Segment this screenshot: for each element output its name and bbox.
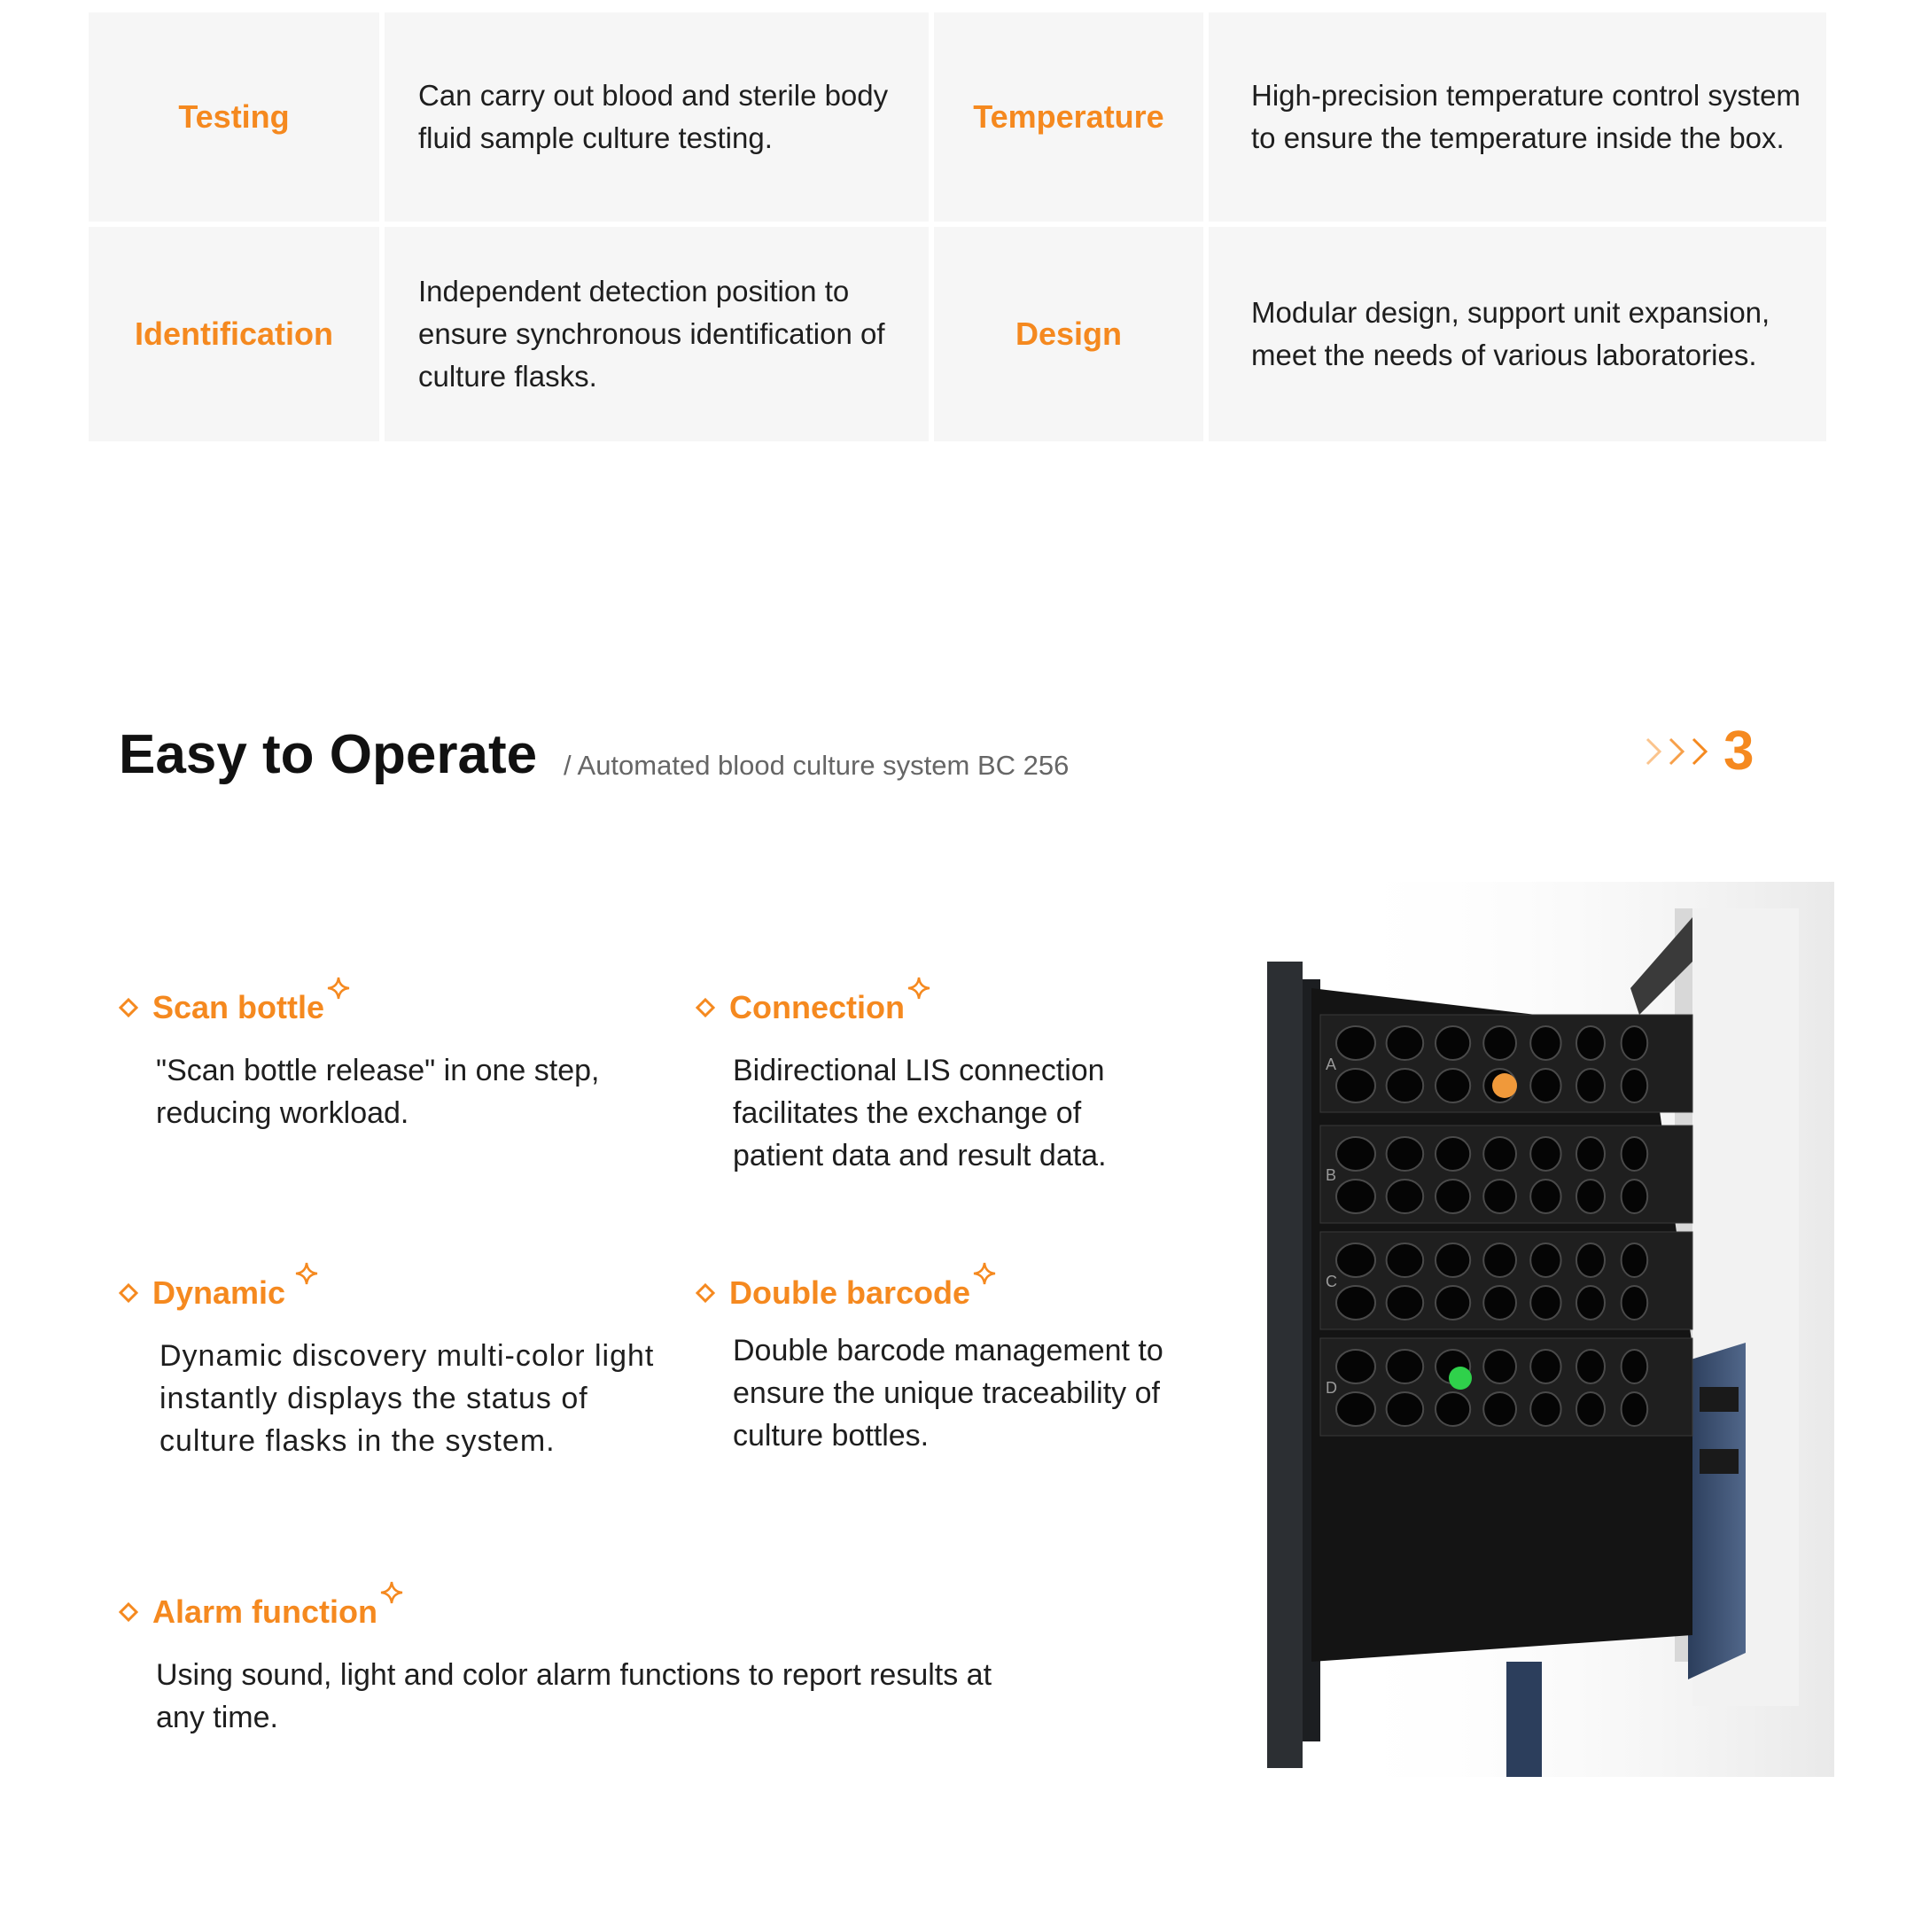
bottle-slot: [1483, 1350, 1516, 1383]
sparkle-icon: [972, 1261, 997, 1286]
section-number: [1644, 720, 1754, 783]
feature-title: Double barcode: [729, 1274, 971, 1311]
feature-dynamic: [119, 1271, 668, 1462]
diamond-icon: [696, 1283, 715, 1303]
bottle-slot: [1336, 1392, 1375, 1426]
bottle-slot: [1436, 1026, 1470, 1060]
bottle-slot: [1576, 1180, 1605, 1213]
display-panel-1: [1700, 1387, 1739, 1412]
spec-label-design: Design: [934, 227, 1203, 441]
spec-desc-temperature: High-precision temperature control system to ensure the temperature inside the box.: [1209, 12, 1826, 222]
spec-desc-identification: Independent detection position to ensure synchronous identification of culture flasks.: [385, 227, 929, 441]
bottle-slot: [1530, 1350, 1560, 1383]
bottle-slot: [1622, 1286, 1648, 1320]
sparkle-icon: [326, 976, 351, 1001]
spec-desc-design: Modular design, support unit expansion, meet the needs of various laboratories.: [1209, 227, 1826, 441]
section-subtitle: / Automated blood culture system BC 256: [564, 750, 1070, 781]
bottle-slot: [1336, 1286, 1375, 1320]
bottle-cap-green: [1449, 1367, 1472, 1390]
bottle-slot: [1576, 1069, 1605, 1102]
feature-scan-bottle: [119, 985, 650, 1134]
feature-title: Alarm function: [152, 1593, 378, 1630]
drawer-label: D: [1326, 1379, 1337, 1397]
chevron-right-icon: [1667, 736, 1686, 767]
drawer-label: A: [1326, 1056, 1337, 1073]
bottle-slot: [1336, 1137, 1375, 1171]
bottle-slot: [1530, 1026, 1560, 1060]
bottle-slot: [1436, 1243, 1470, 1277]
feature-title: Connection: [729, 989, 905, 1025]
bottle-slot: [1436, 1392, 1470, 1426]
bottle-cap-orange: [1492, 1073, 1517, 1098]
bottle-slot: [1387, 1069, 1424, 1102]
diamond-icon: [696, 998, 715, 1017]
bottle-slot: [1622, 1243, 1648, 1277]
bottle-slot: [1436, 1180, 1470, 1213]
bottle-slot: [1483, 1392, 1516, 1426]
bottle-slot: [1436, 1069, 1470, 1102]
bottle-slot: [1336, 1243, 1375, 1277]
spec-table: [89, 12, 1826, 441]
diamond-icon: [119, 1602, 138, 1622]
bottle-slot: [1622, 1137, 1648, 1171]
bottle-slot: [1576, 1137, 1605, 1171]
product-image: [1214, 882, 1834, 1777]
bottle-slot: [1483, 1180, 1516, 1213]
bottle-slot: [1576, 1026, 1605, 1060]
bottle-slot: [1387, 1392, 1424, 1426]
sparkle-icon: [294, 1261, 319, 1286]
bottle-slot: [1436, 1137, 1470, 1171]
bottle-slot: [1576, 1243, 1605, 1277]
bottle-slot: [1387, 1286, 1424, 1320]
bottle-slot: [1483, 1243, 1516, 1277]
feature-alarm-function: [119, 1590, 1093, 1739]
bottle-slot: [1336, 1350, 1375, 1383]
door-frame: [1267, 962, 1303, 1768]
feature-body: "Scan bottle release" in one step, reducing workload.: [156, 1054, 600, 1130]
bottle-slot: [1530, 1180, 1560, 1213]
bottle-slot: [1576, 1350, 1605, 1383]
bottle-slot: [1530, 1392, 1560, 1426]
bottle-slot: [1530, 1137, 1560, 1171]
bottle-slot: [1576, 1392, 1605, 1426]
bottle-slot: [1483, 1137, 1516, 1171]
section-number-value: 3: [1723, 721, 1754, 782]
bottle-slot: [1387, 1350, 1424, 1383]
feature-body: Using sound, light and color alarm functions to report results at any time.: [156, 1658, 992, 1734]
feature-connection: [696, 985, 1192, 1177]
bottle-slot: [1622, 1026, 1648, 1060]
display-panel-2: [1700, 1449, 1739, 1474]
feature-body: Double barcode management to ensure the unique traceability of culture bottles.: [733, 1334, 1163, 1453]
feature-body: Dynamic discovery multi-color light instantly displays the status of culture flasks in the system.: [160, 1339, 655, 1458]
bottle-slot: [1622, 1350, 1648, 1383]
feature-title: Scan bottle: [152, 989, 325, 1025]
spec-desc-testing: Can carry out blood and sterile body fluid sample culture testing.: [385, 12, 929, 222]
chevron-right-icon: [1690, 736, 1709, 767]
bottle-slot: [1530, 1286, 1560, 1320]
bottle-slot: [1387, 1180, 1424, 1213]
bottle-slot: [1622, 1180, 1648, 1213]
feature-double-barcode: [696, 1271, 1192, 1457]
bottle-slot: [1622, 1069, 1648, 1102]
drawer-label: C: [1326, 1273, 1337, 1290]
sparkle-icon: [906, 976, 931, 1001]
bottle-slot: [1336, 1026, 1375, 1060]
bottle-slot: [1576, 1286, 1605, 1320]
bottle-slot: [1336, 1180, 1375, 1213]
bottle-slot: [1387, 1026, 1424, 1060]
bottle-slot: [1387, 1243, 1424, 1277]
chevron-right-icon: [1644, 736, 1663, 767]
bottle-slot: [1530, 1243, 1560, 1277]
section-title: Easy to Operate: [119, 724, 538, 785]
spec-label-identification: Identification: [89, 227, 379, 441]
bottle-slot: [1622, 1392, 1648, 1426]
bottle-slot: [1336, 1069, 1375, 1102]
feature-body: Bidirectional LIS connection facilitates the exchange of patient data and result data.: [733, 1054, 1107, 1172]
bottle-slot: [1483, 1286, 1516, 1320]
diamond-icon: [119, 998, 138, 1017]
bottle-slot: [1387, 1137, 1424, 1171]
drawer-label: B: [1326, 1166, 1337, 1184]
bottle-slot: [1530, 1069, 1560, 1102]
spec-label-testing: Testing: [89, 12, 379, 222]
feature-title: Dynamic: [152, 1274, 286, 1311]
bottle-slot: [1436, 1286, 1470, 1320]
bottle-slot: [1483, 1026, 1516, 1060]
spec-label-temperature: Temperature: [934, 12, 1203, 222]
diamond-icon: [119, 1283, 138, 1303]
sparkle-icon: [379, 1580, 404, 1605]
